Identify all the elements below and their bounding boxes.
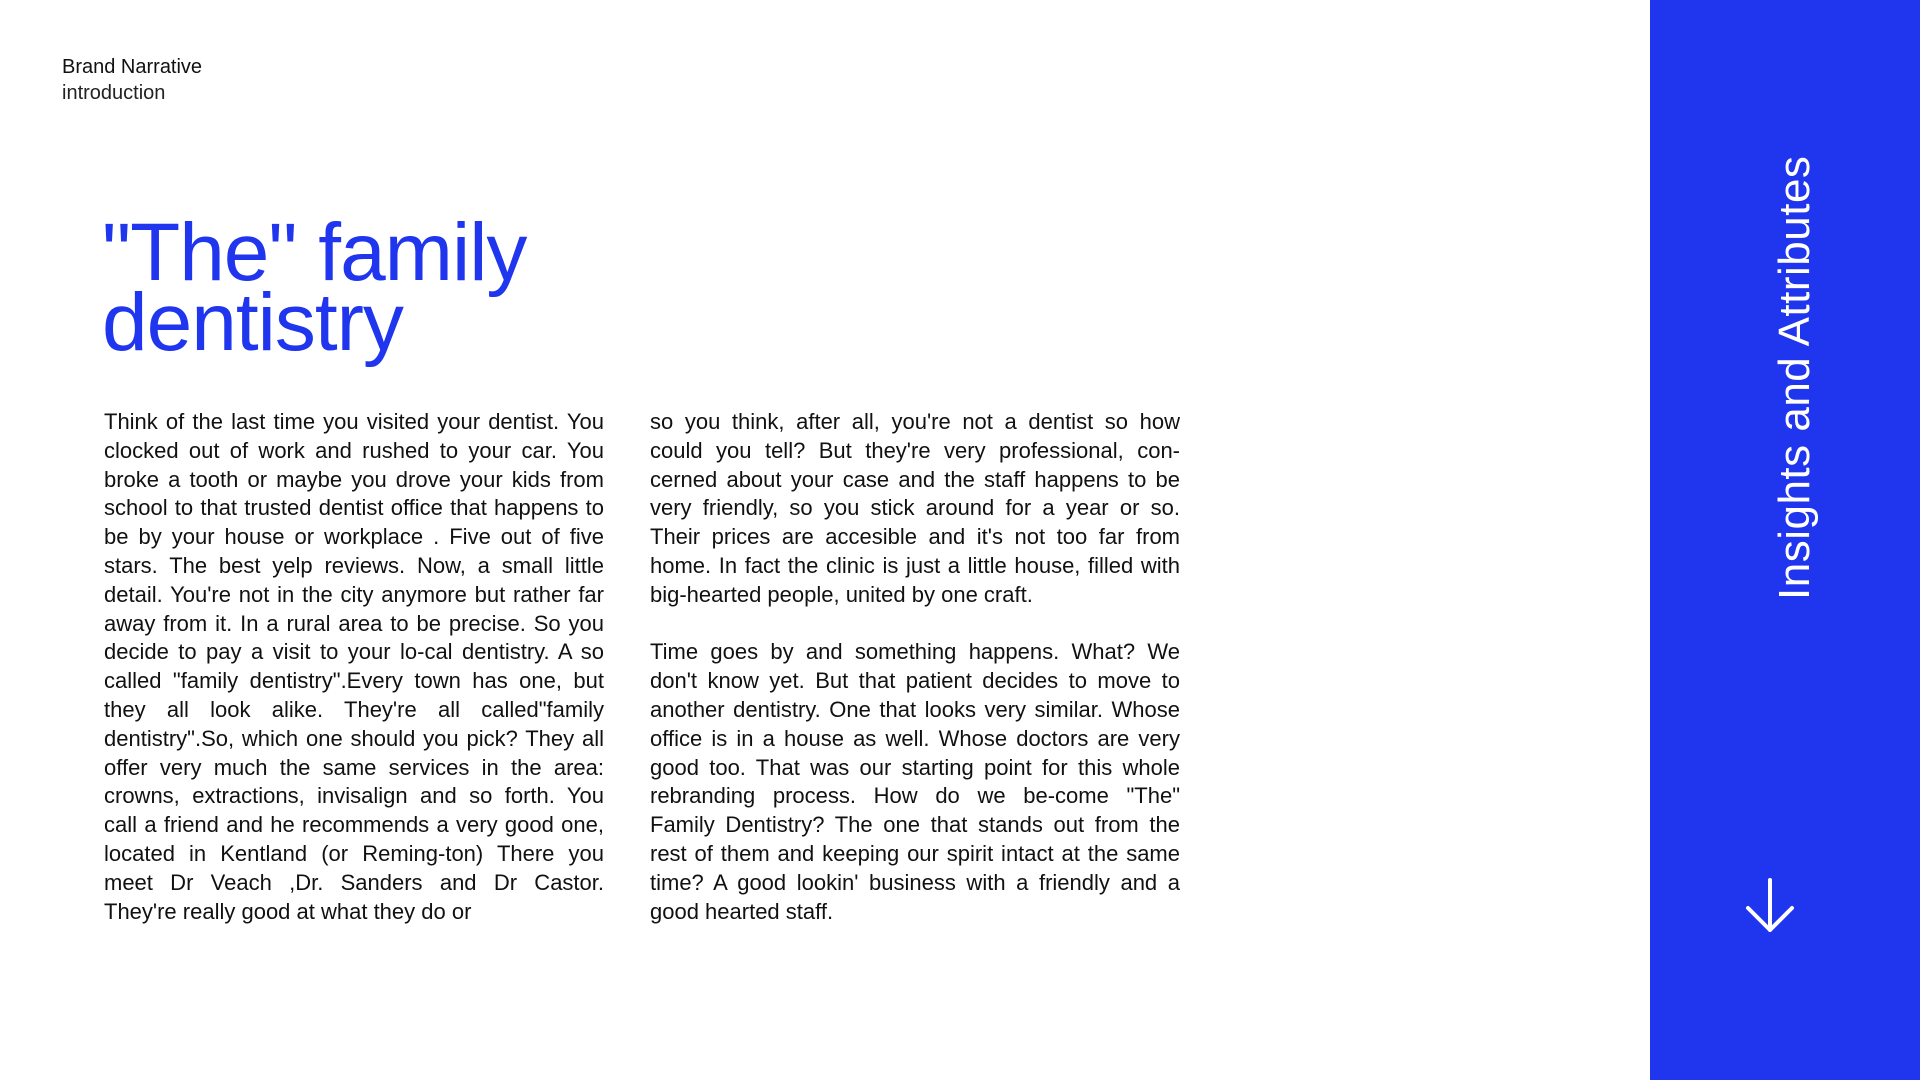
body-paragraph: Time goes by and something happens. What? We don't know yet. But that patient decides to move to another dentistry. One that looks very similar. Whose office is in a house as well. Whose doctors are very good too. That was our starting point for this whole rebranding process. How do we be-come "The" Family Dentistry? The one that stands out from the rest of them and keeping our spirit intact at the same time? A good lookin' business with a friendly and a good hearted staff. (650, 639, 1180, 924)
section-subtitle: introduction (62, 82, 166, 104)
headline-line-2: dentistry (102, 277, 403, 368)
section-title: Brand Narrative (62, 56, 203, 78)
headline-line-1: "The" family (102, 207, 527, 298)
body-column-right (650, 408, 1180, 926)
body-column-left (104, 408, 604, 926)
page-headline (102, 207, 527, 368)
section-header (62, 54, 202, 106)
arrow-down-icon[interactable] (1742, 876, 1798, 936)
side-panel-title: Insights and Attributes (1770, 155, 1819, 600)
body-paragraph: Think of the last time you visited your dentist. You clocked out of work and rushed to your car. You broke a tooth or maybe you drove your kids from school to that trusted dentist office that happens to be by your house or workplace . Five out of five stars. The best yelp reviews. Now, a small little detail. You're not in the city anymore but rather far away from it. In a rural area to be precise. So you decide to pay a visit to your lo-cal dentistry. A so called "family dentistry".Every town has one, but they all look alike. They're all called"family dentistry".So, which one should you pick? They all offer very much the same services in the area: crowns, extractions, invisalign and so forth. You call a friend and he recommends a very good one, located in Kentland (or Reming-ton) There you meet Dr Veach ,Dr. Sanders and Dr Castor. They're really good at what they do or (104, 409, 604, 924)
body-paragraph: so you think, after all, you're not a dentist so how could you tell? But they're very professional, con-cerned about your case and the staff happens to be very friendly, so you stick around for a year or so. Their prices are accesible and it's not too far from home. In fact the clinic is just a little house, filled with big-hearted people, united by one craft. (650, 409, 1180, 607)
